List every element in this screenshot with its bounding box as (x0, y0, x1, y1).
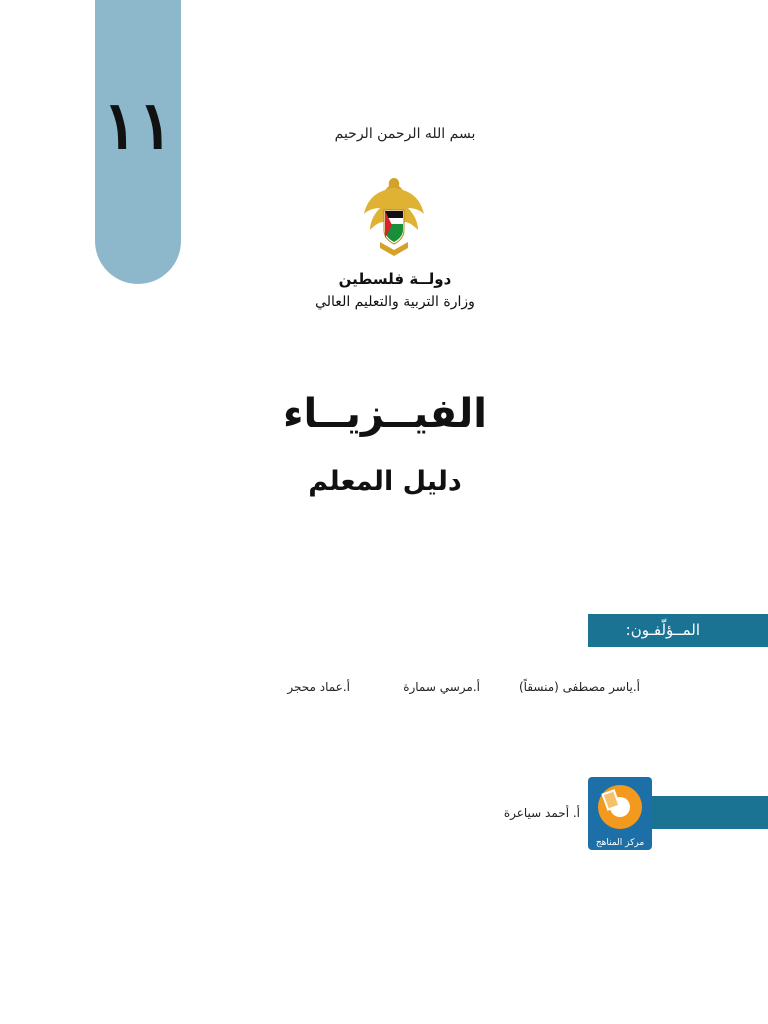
author-1: أ.ياسر مصطفى (منسقاً) (518, 680, 640, 694)
subtitle: دليل المعلم (308, 466, 462, 497)
curriculum-center-icon (588, 777, 652, 837)
authors-heading: المــؤلّفـون: (625, 621, 700, 639)
author-2: أ.مرسي سمارة (403, 680, 480, 694)
basmala: بسم الله الرحمن الرحيم (334, 126, 476, 142)
subject-title: الفيــزيــاء (283, 391, 487, 437)
logo-label: مركز المناهج (595, 838, 645, 848)
author-3: أ.عماد محجر (287, 680, 350, 694)
grade-number: ١١ (102, 86, 174, 164)
state-name: دولــة فلسطين (338, 270, 452, 288)
curriculum-center-logo (588, 777, 652, 850)
reviewer: أ. أحمد سياعرة (503, 806, 580, 820)
logo-band (650, 796, 768, 829)
palestine-emblem-icon (358, 170, 430, 260)
ministry-name: وزارة التربية والتعليم العالي (315, 294, 475, 310)
